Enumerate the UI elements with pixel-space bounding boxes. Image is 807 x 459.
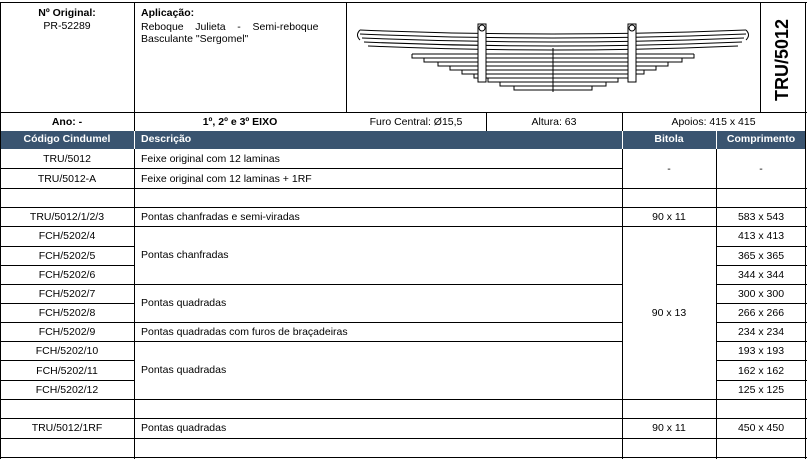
table-row-desc: Feixe original com 12 laminas [141,153,280,165]
group-desc-chanfradas: Pontas chanfradas [141,249,229,261]
length-cell: 365 x 365 [737,250,785,262]
length-cell: 234 x 234 [737,326,785,338]
table-row-code: TRU/5012/1RF [31,422,103,434]
length-cell: 162 x 162 [737,365,785,377]
table-row-code: TRU/5012-A [37,173,97,185]
year: Ano: - [51,116,83,128]
table-row-code: FCH/5202/6 [38,269,96,281]
col-length: Comprimento [726,133,796,145]
application-text-line1: Reboque Julieta - Semi-reboque [141,21,319,33]
table-row-code: FCH/5202/10 [35,345,99,357]
original-value: PR-52289 [43,20,91,32]
length-cell: 125 x 125 [737,384,785,396]
leaf-spring-drawing [350,8,756,106]
col-gauge: Bitola [654,133,684,145]
center-hole: Furo Central: Ø15,5 [369,116,463,128]
table-row-desc: Pontas chanfradas e semi-viradas [141,211,300,223]
length-cell: 344 x 344 [737,269,785,281]
table-row-desc: Pontas quadradas [141,422,227,434]
gauge-cell: 90 x 11 [652,422,686,434]
group-desc-quadradas-b: Pontas quadradas [141,364,227,376]
gauge-cell: 90 x 11 [652,211,686,223]
table-row-code: TRU/5012 [43,153,91,165]
supports: Apoios: 415 x 415 [671,116,756,128]
table-row-code: FCH/5202/4 [38,230,96,242]
length-cell: 583 x 543 [737,211,785,223]
group-desc-quadradas-a: Pontas quadradas [141,297,227,309]
application-text-line2: Basculante "Sergomel" [141,33,249,45]
table-row-code: FCH/5202/7 [38,288,96,300]
table-row-code: FCH/5202/9 [38,326,96,338]
length-cell: 300 x 300 [737,288,785,300]
part-code-vertical: TRU/5012 [772,18,792,102]
length-cell: 193 x 193 [737,345,785,357]
table-row-desc: Feixe original com 12 laminas + 1RF [141,173,312,185]
col-code: Código Cindumel [23,133,111,145]
axle: 1º, 2º e 3º EIXO [202,116,278,128]
length-cell: 413 x 413 [737,230,785,242]
length-cell: 266 x 266 [737,307,785,319]
application-label: Aplicação: [141,7,195,19]
table-row-code: FCH/5202/11 [36,365,98,377]
original-label: Nº Original: [38,7,96,19]
gauge-dash: - [667,163,671,175]
table-row-code: FCH/5202/12 [35,384,99,396]
table-row-code: FCH/5202/8 [38,307,96,319]
length-cell: 450 x 450 [737,422,785,434]
gauge-merged: 90 x 13 [651,307,687,319]
height: Altura: 63 [531,116,577,128]
table-row-code: FCH/5202/5 [38,250,96,262]
table-row-desc: Pontas quadradas com furos de braçadeiras [141,326,348,338]
length-dash: - [759,163,763,175]
table-row-code: TRU/5012/1/2/3 [29,211,105,223]
col-description: Descrição [141,133,192,145]
